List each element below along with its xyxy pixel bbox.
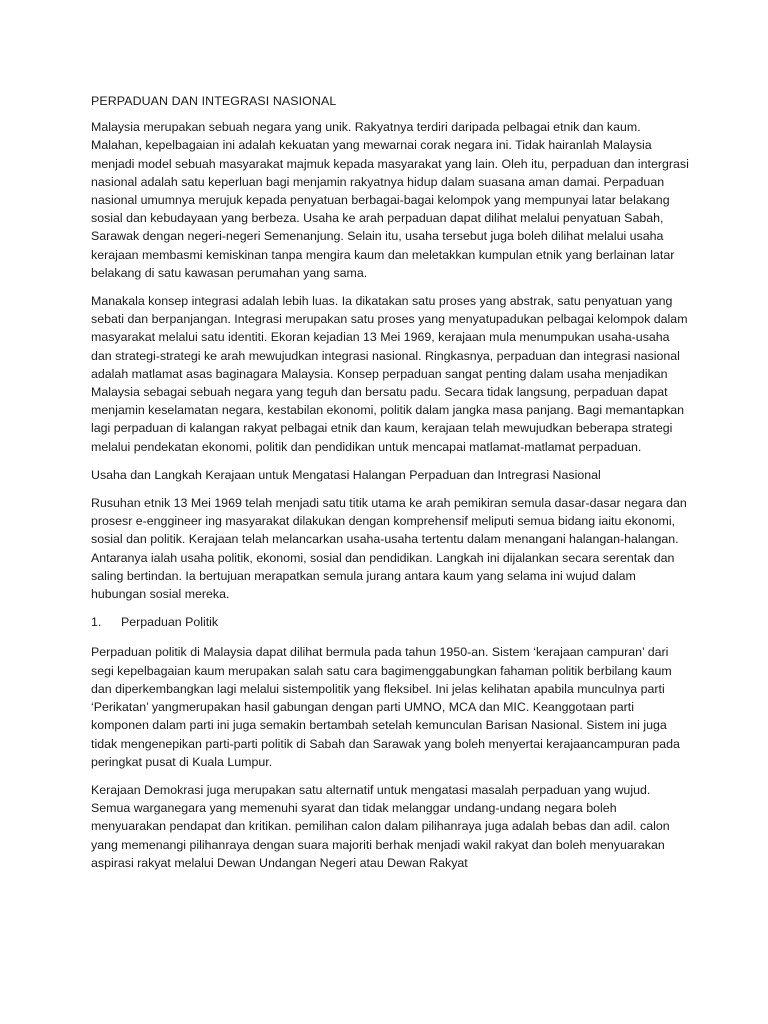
- section-heading: Usaha dan Langkah Kerajaan untuk Mengatasi Halangan Perpaduan dan Intregrasi Nasional: [91, 467, 601, 482]
- paragraph-integration: Manakala konsep integrasi adalah lebih luas. Ia dikatakan satu proses yang abstrak, satu penyatuan yang sebati dan berpanjangan. Integrasi merupakan satu proses yang menyatupadukan pelbagai kelompok dalam masyarakat melalui satu identiti. Ekoran kejadian 13 Mei 1969, kerajaan mula menumpukan usaha-usaha dan strategi-strategi ke arah mewujudkan integrasi nasional. Ringkasnya, perpaduan dan integrasi nasional adalah matlamat asas baginagara Malaysia. Konsep perpaduan sangat penting dalam usaha menjadikan Malaysia sebagai sebuah negara yang teguh dan bersatu padu. Secara tidak langsung, perpaduan dapat menjamin keselamatan negara, kestabilan ekonomi, politik dalam jangka masa panjang. Bagi memantapkan lagi perpaduan di kalangan rakyat pelbagai etnik dan kaum, kerajaan telah mewujudkan beberapa strategi melalui pendekatan ekonomi, politik dan pendidikan untuk mencapai matlamat-matlamat perpaduan.: [91, 294, 688, 454]
- paragraph-intro: Malaysia merupakan sebuah negara yang unik. Rakyatnya terdiri daripada pelbagai etnik dan kaum. Malahan, kepelbagaian ini adalah kekuatan yang mewarnai corak negara ini. Tidak hairanlah Malaysia menjadi model sebuah masyarakat majmuk kepada masyarakat yang lain. Oleh itu, perpaduan dan intergrasi nasional adalah satu keperluan bagi menjamin rakyatnya hidup dalam suasana aman damai. Perpaduan nasional umumnya merujuk kepada penyatuan berbagai-bagai kelompok yang mempunyai latar belakang sosial dan kebudayaan yang berbeza. Usaha ke arah perpaduan dapat dilihat melalui penyatuan Sabah, Sarawak dengan negeri-negeri Semenanjung. Selain itu, usaha tersebut juga boleh dilihat melalui usaha kerajaan membasmi kemiskinan tanpa mengira kaum dan meletakkan kumpulan etnik yang berlainan latar belakang di satu kawasan perumahan yang sama.: [91, 120, 689, 280]
- paragraph-demokrasi: Kerajaan Demokrasi juga merupakan satu alternatif untuk mengatasi masalah perpaduan yang wujud. Semua warganegara yang memenuhi syarat dan tidak melanggar undang-undang negara boleh menyuarakan pendapat dan kritikan. pemilihan calon dalam pilihanraya juga adalah bebas dan adil. calon yang memenangi pilihanraya dengan suara majoriti berhak menjadi wakil rakyat dan boleh menyuarakan aspirasi rakyat melalui Dewan Undangan Negeri atau Dewan Rakyat: [91, 782, 670, 870]
- list-item-number: 1.: [91, 615, 102, 630]
- document-title: PERPADUAN DAN INTEGRASI NASIONAL: [91, 94, 337, 108]
- document-body: [91, 92, 691, 882]
- paragraph-politik: Perpaduan politik di Malaysia dapat dilihat bermula pada tahun 1950-an. Sistem ‘kerajaan campuran’ dari segi kepelbagaian kaum merupakan salah satu cara bagimenggabungkan fahaman politik berbilang kaum dan diperkembangkan lagi melalui sistempolitik yang fleksibel. Ini jelas kelihatan apabila munculnya parti ‘Perikatan’ yangmerupakan hasil gabungan dengan parti UMNO, MCA dan MIC. Keanggotaan parti komponen dalam parti ini juga semakin bertambah setelah kemunculan Barisan Nasional. Sistem ini juga tidak mengenepikan parti-parti politik di Sabah dan Sarawak yang boleh menyertai kerajaancampuran pada peringkat pusat di Kuala Lumpur.: [91, 645, 680, 769]
- list-item-politik: [91, 613, 691, 631]
- list-item-label: Perpaduan Politik: [121, 615, 219, 630]
- paragraph-section: Rusuhan etnik 13 Mei 1969 telah menjadi satu titik utama ke arah pemikiran semula dasar-dasar negara dan prosesr e-enggineer ing masyarakat dilakukan dengan komprehensif meliputi semua bidang iaitu ekonomi, sosial dan politik. Kerajaan telah melancarkan usaha-usaha tertentu dalam menangani halangan-halangan. Antaranya ialah usaha politik, ekonomi, sosial dan pendidikan. Langkah ini dijalankan secara serentak dan saling bertindan. Ia bertujuan merapatkan semula jurang antara kaum yang selama ini wujud dalam hubungan sosial mereka.: [91, 496, 687, 602]
